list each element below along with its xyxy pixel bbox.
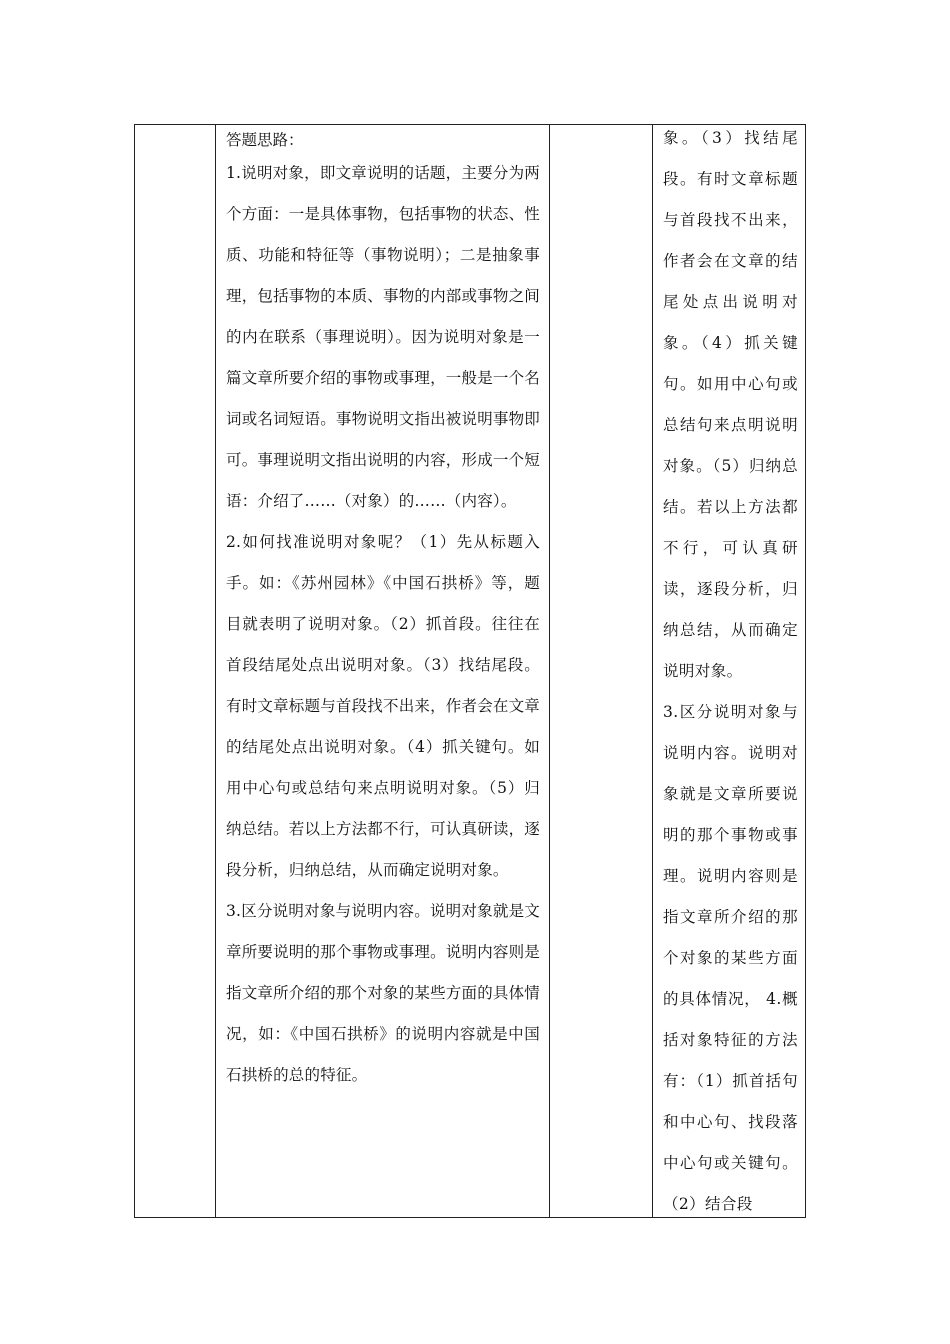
notes-paragraph-find-object: 象。（3）找结尾段。有时文章标题与首段找不出来，作者会在文章的结尾处点出说明对象。（4）抓关键句。如用中心句或总结句来点明说明对象。（5）归纳总结。若以上方法都不行，可认真研读，逐段分析，归纳总结，从而确定说明对象。 [663,129,798,680]
notes-paragraph-object-vs-content: 3.区分说明对象与说明内容。说明对象就是文章所要说明的那个事物或事理。说明内容则是指文章所介绍的那个对象的某些方面的具体情况， 4.概括对象特征的方法有：（1）抓首括句和中心句、找段落中心句或关键句。（2）结合段 [663,703,798,1213]
paragraph-explanation-object: 1.说明对象，即文章说明的话题，主要分为两个方面：一是具体事物，包括事物的状态、性质、功能和特征等（事物说明）；二是抽象事理，包括事物的本质、事物的内部或事物之间的内在联系（事理说明）。因为说明对象是一篇文章所要介绍的事物或事理，一般是一个名词或名词短语。事物说明文指出被说明事物即可。事理说明文指出说明的内容，形成一个短语：介绍了……（对象）的……（内容）。 [226,164,541,510]
answer-approach-heading: 答题思路： [226,131,304,149]
paragraph-find-object: 2.如何找准说明对象呢？（1）先从标题入手。如：《苏州园林》《中国石拱桥》等，题目就表明了说明对象。（2）抓首段。往往在首段结尾处点出说明对象。（3）找结尾段。有时文章标题与首段找不出来，作者会在文章的结尾处点出说明对象。（4）抓关键句。如用中心句或总结句来点明说明对象。（5）归纳总结。若以上方法都不行，可认真研读，逐段分析，归纳总结，从而确定说明对象。 [226,533,541,879]
empty-column-middle [550,125,653,1217]
repeated-notes-column [653,125,806,1217]
lesson-table [134,124,806,1218]
answer-approach-column [216,125,550,1217]
paragraph-object-vs-content: 3.区分说明对象与说明内容。说明对象就是文章所要说明的那个事物或事理。说明内容则是指文章所介绍的那个对象的某些方面的具体情况，如：《中国石拱桥》的说明内容就是中国石拱桥的总的特征。 [226,902,541,1084]
empty-column-left [135,125,216,1217]
